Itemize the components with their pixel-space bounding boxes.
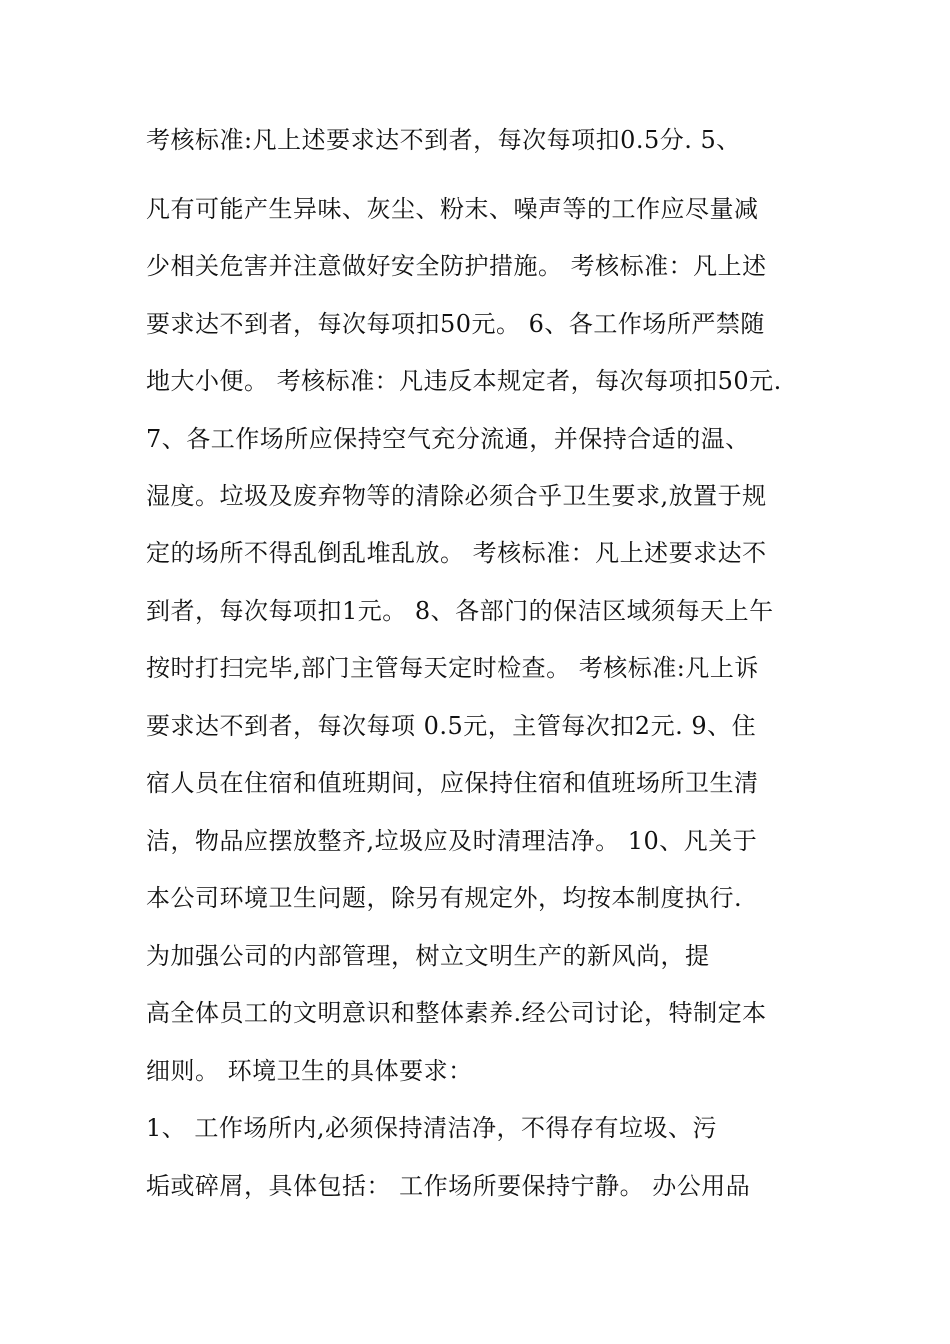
text-line: 定的场所不得乱倒乱堆乱放。 考核标准：凡上述要求达不 [146, 539, 767, 567]
text-line: 7、各工作场所应保持空气充分流通，并保持合适的温、 [146, 425, 750, 453]
text-line: 细则。 环境卫生的具体要求： [146, 1057, 473, 1085]
text-line: 考核标准:凡上述要求达不到者，每次每项扣0.5分. 5、 [146, 126, 741, 154]
text-line: 按时打扫完毕,部门主管每天定时检查。 考核标准:凡上诉 [146, 654, 759, 682]
text-line: 地大小便。 考核标准：凡违反本规定者，每次每项扣50元. [146, 367, 782, 395]
text-line: 1、 工作场所内,必须保持清洁净，不得存有垃圾、污 [146, 1114, 718, 1142]
text-line: 要求达不到者，每次每项扣50元。 6、各工作场所严禁随 [146, 310, 765, 338]
text-line: 湿度。垃圾及废弃物等的清除必须合乎卫生要求,放置于规 [146, 482, 767, 510]
text-line: 到者，每次每项扣1元。 8、各部门的保洁区域须每天上午 [146, 597, 774, 625]
text-line: 洁，物品应摆放整齐,垃圾应及时清理洁净。 10、凡关于 [146, 827, 758, 855]
text-line: 高全体员工的文明意识和整体素养.经公司讨论，特制定本 [146, 999, 767, 1027]
text-line: 为加强公司的内部管理，树立文明生产的新风尚，提 [146, 942, 710, 970]
text-line: 凡有可能产生异味、灰尘、粉末、噪声等的工作应尽量减 [146, 195, 759, 223]
text-line: 垢或碎屑，具体包括： 工作场所要保持宁静。 办公用品 [146, 1172, 751, 1200]
text-line: 宿人员在住宿和值班期间，应保持住宿和值班场所卫生清 [146, 769, 759, 797]
text-line: 少相关危害并注意做好安全防护措施。 考核标准：凡上述 [146, 252, 767, 280]
text-line: 本公司环境卫生问题，除另有规定外，均按本制度执行. [146, 884, 743, 912]
text-line: 要求达不到者，每次每项 0.5元，主管每次扣2元. 9、住 [146, 712, 757, 740]
